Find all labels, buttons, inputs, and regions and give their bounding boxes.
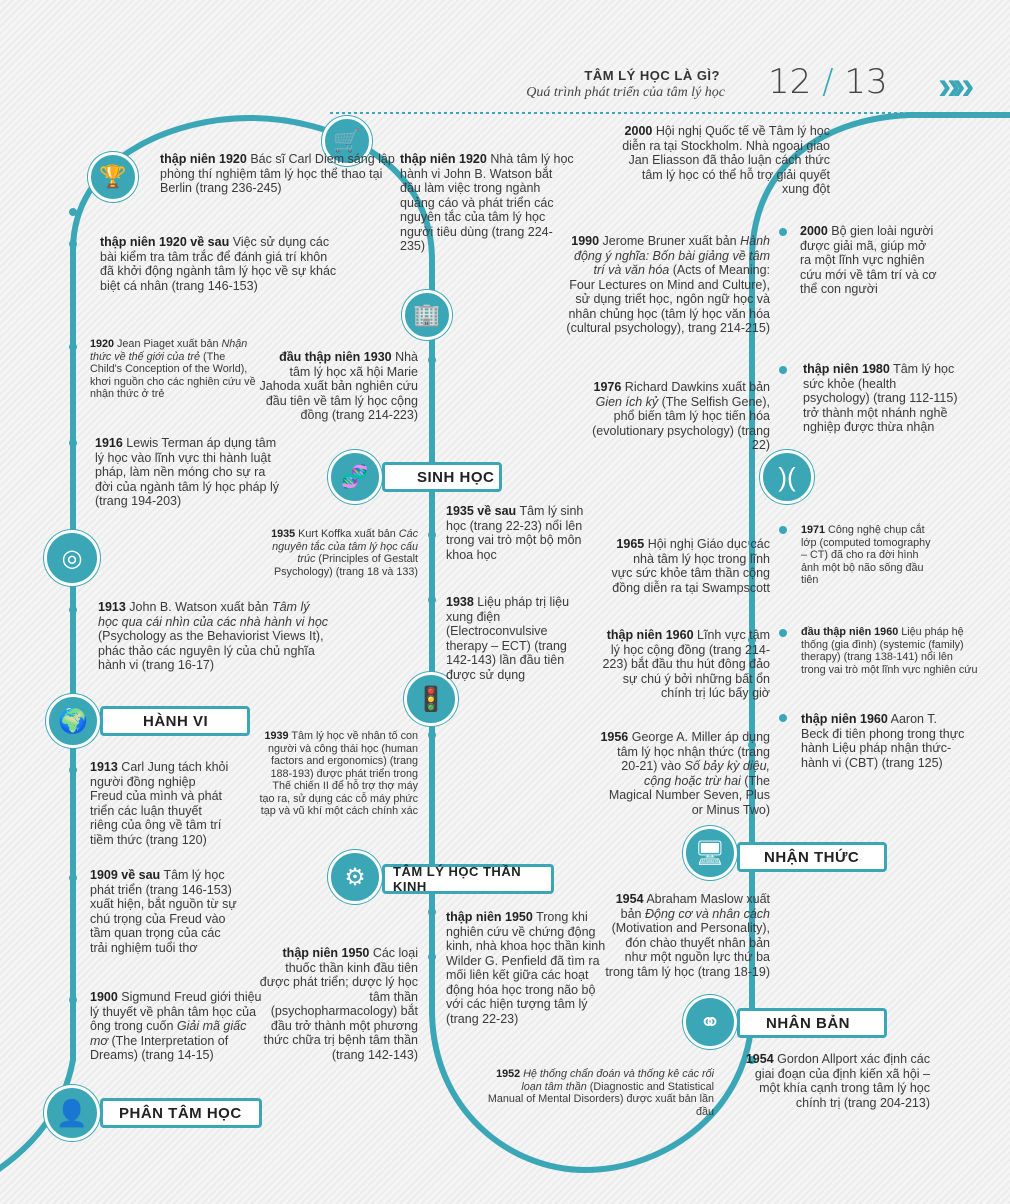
event-1960-community: thập niên 1960 Lĩnh vực tâm lý học cộng đồng (trang 214-223) bắt đầu thu hút đông đảo sự chú ý bởi những bất ổn chính trị lúc bấy giờ <box>602 628 770 700</box>
chapter-subtitle: Quá trình phát triển của tâm lý học <box>526 85 725 100</box>
event-1920-sports: thập niên 1920 Bác sĩ Carl Diem sáng lập phòng thí nghiệm tâm lý học thể thao tại Berlin (trang 236-245) <box>160 152 395 195</box>
section-than-kinh: TÂM LÝ HỌC THẦN KINH <box>382 864 554 894</box>
event-1960-family: đầu thập niên 1960 Liệu pháp hệ thống (gia đình) (systemic (family) therapy) (trang 138-141) nổi lên trong vai trò một lĩnh vực nghiên cứu <box>801 626 978 676</box>
event-1976-dawkins: 1976 Richard Dawkins xuất bản Gien ích kỷ (The Selfish Gene), phổ biến tâm lý học tiến hóa (evolutionary psychology) (trang 22) <box>592 380 770 452</box>
globe-icon: 🌍 <box>46 694 100 748</box>
event-1939-ergonomics: 1939 Tâm lý học về nhân tố con người và công thái học (human factors and ergonomics) (trang 188-193) được phát triển trong Thế chiến II để hỗ trợ thợ máy tạo ra, sử dụng các cỗ máy phức tạp và vũ khí một cách chính xác <box>259 730 418 817</box>
traffic-light-icon: 🚦 <box>404 672 458 726</box>
venn-diagram-icon: ⚭ <box>683 995 737 1049</box>
chapter-title: TÂM LÝ HỌC LÀ GÌ? <box>584 68 720 83</box>
event-1990-bruner: 1990 Jerome Bruner xuất bản Hành động ý nghĩa: Bốn bài giảng về tâm trí và văn hóa (Acts of Meaning: Four Lectures on Mind and Culture), sử dụng triết học, ngôn ngữ học và nhân chủng học (tâm lý học văn hóa (cultural psychology), trang 214-215) <box>566 234 770 335</box>
person-icon: 👤 <box>44 1085 100 1141</box>
event-1952-dsm: 1952 Hệ thống chẩn đoán và thống kê các rối loạn tâm thần (Diagnostic and Statistical Manual of Mental Disorders) được xuất bản lần đầu <box>487 1068 714 1118</box>
event-1954-allport: 1954 Gordon Allport xác định các giai đoạn của định kiến xã hội – một khía cạnh trong tâm lý học chính trị (trang 204-213) <box>745 1052 930 1110</box>
event-1950-penfield: thập niên 1950 Trong khi nghiên cứu về chứng động kinh, nhà khoa học thần kinh Wilder G. Penfield đã tìm ra mối liên kết giữa các hoạt động hóa học trong não bộ với các hiện tượng tâm lý (trang 22-23) <box>446 910 606 1026</box>
page-total: 13 <box>844 62 888 102</box>
event-1913-jung: 1913 Carl Jung tách khỏi người đồng nghiệp Freud của mình và phát triển các luận thuyết riêng của ông về tâm trí tiềm thức (trang 120) <box>90 760 229 847</box>
event-1960-beck: thập niên 1960 Aaron T. Beck đi tiên phong trong thực hành Liệu pháp nhận thức-hành vi (CBT) (trang 125) <box>801 712 965 770</box>
event-1935-biopsych: 1935 về sau Tâm lý sinh học (trang 22-23) nổi lên trong vai trò một bộ môn khoa học <box>446 504 584 562</box>
event-2000-stockholm: 2000 Hội nghị Quốc tế về Tâm lý học diễn ra tại Stockholm. Nhà ngoại giao Jan Eliasson đã thảo luận cách thức tâm lý học có thể hỗ trợ giải quyết xung đột <box>622 124 830 196</box>
header-dotted-rule <box>330 112 1010 114</box>
dna-icon: 🧬 <box>328 450 382 504</box>
fingerprint-icon: ◎ <box>44 530 100 586</box>
event-2000-genome: 2000 Bộ gien loài người được giải mã, giúp mở ra một lĩnh vực nghiên cứu mới về tâm trí và cơ thể con người <box>800 224 937 296</box>
event-1920-piaget: 1920 Jean Piaget xuất bản Nhận thức về thế giới của trẻ (The Child's Conception of the World), khơi nguồn cho các nghiên cứu về nhận thức ở trẻ <box>90 338 256 400</box>
building-icon: 🏢 <box>402 290 452 340</box>
head-gears-icon: ⚙ <box>328 850 382 904</box>
event-1916-terman: 1916 Lewis Terman áp dụng tâm lý học vào lĩnh vực thi hành luật pháp, làm nền móng cho sự ra đời của ngành tâm lý học pháp lý (trang 194-203) <box>95 436 280 508</box>
event-1954-maslow: 1954 Abraham Maslow xuất bản Động cơ và nhân cách (Motivation and Personality), đón chào thuyết nhân bản như một nguồn lực thứ ba trong tâm lý học (trang 18-19) <box>605 892 770 979</box>
page-current: 12 <box>768 62 812 102</box>
section-nhan-thuc: NHẬN THỨC <box>737 842 887 872</box>
section-hanh-vi: HÀNH VI <box>100 706 250 736</box>
event-1909-development: 1909 về sau Tâm lý học phát triển (trang 146-153) xuất hiện, bắt nguồn từ sự chú trọng của Freud vào tầm quan trọng của các trải nghiệm tuổi thơ <box>90 868 237 955</box>
event-1980-health: thập niên 1980 Tâm lý học sức khỏe (health psychology) (trang 112-115) trở thành một nhánh nghề nghiệp được thừa nhận <box>803 362 958 434</box>
event-1956-miller: 1956 George A. Miller áp dụng tâm lý học nhận thức (trang 20-21) vào Số bảy kỳ diệu, cộng hoặc trừ hai (The Magical Number Seven, Plus or Minus Two) <box>600 730 770 817</box>
event-1913-watson: 1913 John B. Watson xuất bản Tâm lý học qua cái nhìn của các nhà hành vi học (Psychology as the Behaviorist Views It), phác thảo các nguyên lý của chủ nghĩa hành vi (trang 16-17) <box>98 600 329 672</box>
event-1920-tests: thập niên 1920 về sau Việc sử dụng các bài kiểm tra tâm trắc để đánh giá trí khôn đã khởi động ngành tâm lý học về sự khác biệt cá nhân (trang 146-153) <box>100 235 337 293</box>
event-1930-jahoda: đầu thập niên 1930 Nhà tâm lý học xã hội Marie Jahoda xuất bản nghiên cứu đầu tiên về tâm lý học cộng đồng (trang 214-223) <box>259 350 418 422</box>
section-phan-tam: PHÂN TÂM HỌC <box>100 1098 262 1128</box>
event-1920-watson-ads: thập niên 1920 Nhà tâm lý học hành vi John B. Watson bắt đầu làm việc trong ngành quảng cáo và phát triển các nguyên tắc của tâm lý học người tiêu dùng (trang 224-235) <box>400 152 574 253</box>
podium-icon: 🏆 <box>88 152 138 202</box>
page-separator: / <box>822 62 834 102</box>
event-1950-drugs: thập niên 1950 Các loại thuốc thần kinh đầu tiên được phát triển; dược lý học tâm thần (psychopharmacology) bắt đầu trở thành một phương thức chữa trị bệnh tâm thần (trang 142-143) <box>259 946 418 1062</box>
shopping-basket-icon: 🛒 <box>322 116 372 166</box>
event-1900-freud: 1900 Sigmund Freud giới thiệu lý thuyết về phân tâm học của ông trong cuốn Giải mã giấc mơ (The Interpretation of Dreams) (trang 14-15) <box>90 990 262 1062</box>
computer-monitor-icon: 🖥 <box>683 826 737 880</box>
chevron-right-icon[interactable]: »» <box>938 64 967 108</box>
mirror-faces-icon: )( <box>760 450 814 504</box>
event-1938-ect: 1938 Liệu pháp trị liệu xung điện (Electroconvulsive therapy – ECT) (trang 142-143) lần đầu tiên được sử dụng <box>446 595 570 682</box>
event-1971-ct: 1971 Công nghệ chụp cắt lớp (computed tomography – CT) đã cho ra đời hình ảnh một bộ não sống đầu tiên <box>801 524 931 586</box>
event-1965-swampscott: 1965 Hội nghị Giáo dục các nhà tâm lý học trong lĩnh vực sức khỏe tâm thần cộng đồng diễn ra tại Swampscott <box>611 537 770 595</box>
event-1935-koffka: 1935 Kurt Koffka xuất bản Các nguyên tắc của tâm lý học cấu trúc (Principles of Gestalt Psychology) (trang 18 và 133) <box>271 528 418 578</box>
section-sinh-hoc: SINH HỌC <box>382 462 502 492</box>
page-indicator <box>768 62 888 102</box>
section-nhan-ban: NHÂN BẢN <box>737 1008 887 1038</box>
